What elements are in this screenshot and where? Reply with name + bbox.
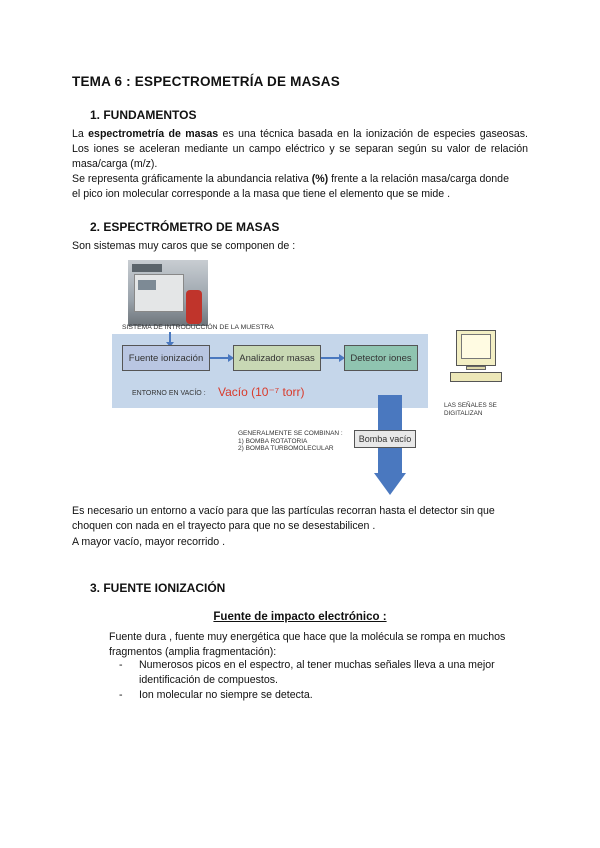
digitize-label: LAS SEÑALES SE DIGITALIZAN [444, 402, 497, 417]
list-item: - Ion molecular no siempre se detecta. [109, 688, 509, 703]
section-1-heading: 1. FUNDAMENTOS [90, 108, 197, 122]
ion-detector-box: Detector iones [344, 345, 418, 371]
section-3-list [109, 658, 509, 703]
intro-system-label: SISTEMA DE INTRODUCCIÓN DE LA MUESTRA [122, 324, 274, 331]
vacuum-explanation: Es necesario un entorno a vacío para que las partículas recorran hasta el detector sin que choquen con nada en el trayecto para que no se desestabilicen . [72, 505, 495, 532]
pumps-note: GENERALMENTE SE COMBINAN : 1) BOMBA ROTATORIA 2) BOMBA TURBOMOLECULAR [238, 430, 343, 452]
bold-term: espectrometría de masas [88, 128, 219, 140]
vacuum-conclusion: A mayor vacío, mayor recorrido . [72, 536, 226, 548]
mass-analyzer-box: Analizador masas [233, 345, 321, 371]
section-2-intro: Son sistemas muy caros que se componen de : [72, 240, 296, 252]
subsection-heading: Fuente de impacto electrónico : [213, 611, 387, 623]
vacuum-environment-label: ENTORNO EN VACÍO : [132, 390, 206, 397]
section-3-paragraph: Fuente dura , fuente muy energética que hace que la molécula se rompa en muchos fragmentos (amplia fragmentación): [109, 631, 506, 658]
ionization-source-box: Fuente ionización [122, 345, 210, 371]
computer-icon [450, 330, 502, 394]
instrument-photo [128, 260, 208, 326]
list-item: - Numerosos picos en el espectro, al tener muchas señales lleva a una mejor identificación de compuestos. [109, 658, 509, 688]
page-title: TEMA 6 : ESPECTROMETRÍA DE MASAS [72, 74, 340, 89]
section-3-heading: 3. FUENTE IONIZACIÓN [90, 581, 226, 595]
vacuum-value: Vacío (10⁻⁷ torr) [218, 385, 305, 399]
section-1-paragraph-1: La espectrometría de masas es una técnica basada en la ionización de especies gaseosas. Los iones se aceleran mediante un campo eléctrico y se separan según su valor de relación masa/carga (m/z). [72, 128, 528, 170]
spectrometer-diagram [92, 252, 512, 497]
section-2-heading: 2. ESPECTRÓMETRO DE MASAS [90, 220, 280, 234]
vacuum-pump-box: Bomba vacío [354, 430, 416, 448]
section-1-paragraph-2: Se representa gráficamente la abundancia relativa (%) frente a la relación masa/carga donde el pico ion molecular corresponde a la masa que tiene el elemento que se mide . [72, 173, 509, 200]
